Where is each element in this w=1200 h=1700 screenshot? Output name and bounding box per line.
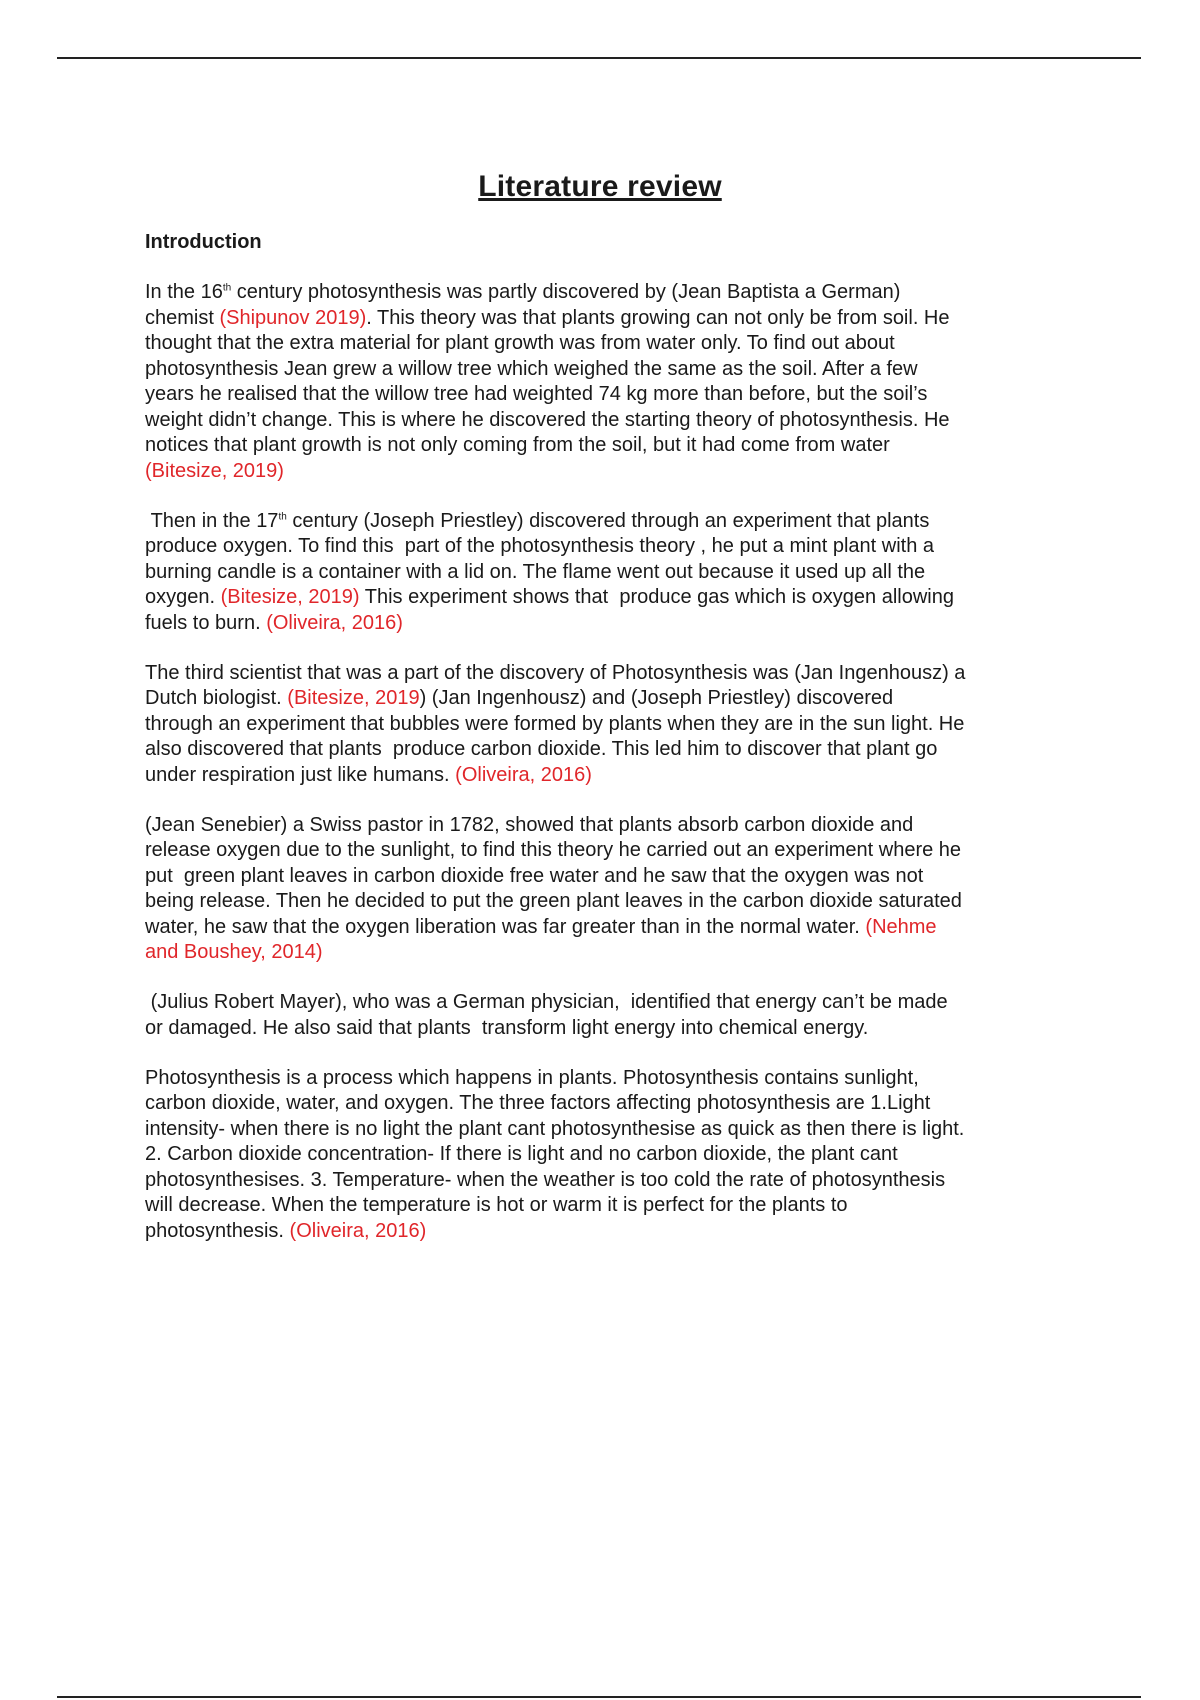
section-heading: Introduction xyxy=(145,231,262,253)
paragraph xyxy=(145,813,1075,966)
citation: (Nehme and Boushey, 2014) xyxy=(145,915,937,963)
paragraph xyxy=(145,280,1075,484)
paragraph xyxy=(145,1066,1075,1245)
paragraph-text: Then in the 17 xyxy=(145,509,279,532)
citation: (Shipunov 2019) xyxy=(219,306,367,329)
paragraph-text: (Jean Senebier) a Swiss pastor in 1782, showed that plants absorb carbon dioxide and release oxygen due to the sunlight, to find this theory he carried out an experiment where he put green plant leaves in carbon dioxide free water and he saw that the oxygen was not being release. Then he decided to put the green plant leaves in the carbon dioxide saturated water, he saw that the oxygen liberation was far greater than in the normal water. xyxy=(145,813,962,938)
paragraph xyxy=(145,509,1075,637)
footer-rule xyxy=(57,1696,1141,1698)
paragraph xyxy=(145,990,1075,1041)
paragraph-text: century (Joseph Priestley) discovered through an experiment that plants produce oxygen. To find this part of the photosynthesis theory , he put a mint plant with a burning candle is a container with a lid on. The flame went out because it used up all the oxygen. xyxy=(145,509,934,608)
ordinal-superscript: th xyxy=(222,282,232,294)
page-title: Literature review xyxy=(478,170,722,203)
paragraph-text: . This theory was that plants growing can not only be from soil. He thought that the extra material for plant growth was from water only. To find out about photosynthesis Jean grew a willow tree which weighed the same as the soil. After a few years he realised that the willow tree had weighted 74 kg more than before, but the soil’s weight didn’t change. This is where he discovered the starting theory of photosynthesis. He notices that plant growth is not only coming from the soil, but it had come from water xyxy=(145,306,950,456)
paragraph-text: This experiment shows that produce gas which is oxygen allowing fuels to burn. xyxy=(145,586,954,634)
paragraph-text: century photosynthesis was partly discovered by (Jean Baptista a German) chemist xyxy=(145,281,901,329)
header-rule xyxy=(57,57,1141,59)
citation: (Oliveira, 2016) xyxy=(266,611,403,634)
citation: (Oliveira, 2016) xyxy=(289,1219,427,1242)
citation: (Bitesize, 2019) xyxy=(145,459,284,482)
paragraph-text: ) (Jan Ingenhousz) and (Joseph Priestley) discovered through an experiment that bubbles were formed by plants when they are in the sun light. He also discovered that plants produce carbon dioxide. This led him to discover that plant go under respiration just like humans. xyxy=(145,687,965,786)
paragraph xyxy=(145,661,1075,789)
citation: (Bitesize, 2019 xyxy=(287,687,420,709)
citation: (Bitesize, 2019) xyxy=(220,586,360,608)
document-body xyxy=(145,280,1075,1269)
paragraph-text: In the 16 xyxy=(145,281,223,303)
citation: (Oliveira, 2016) xyxy=(455,763,592,786)
paragraph-text: Photosynthesis is a process which happens in plants. Photosynthesis contains sunlight, carbon dioxide, water, and oxygen. The three factors affecting photosynthesis are 1.Light intensity- when there is no light the plant cant photosynthesise as quick as then there is light. 2. Carbon dioxide concentration- If there is light and no carbon dioxide, the plant cant photosynthesises. 3. Temperature- when the weather is too cold the rate of photosynthesis will decrease. When the temperature is hot or warm it is perfect for the plants to photosynthesis. xyxy=(145,1066,965,1242)
paragraph-text: The third scientist that was a part of the discovery of Photosynthesis was (Jan Ingenhousz) a Dutch biologist. xyxy=(145,661,966,709)
paragraph-text: (Julius Robert Mayer), who was a German physician, identified that energy can’t be made or damaged. He also said that plants transform light energy into chemical energy. xyxy=(145,991,948,1039)
ordinal-superscript: th xyxy=(278,510,287,522)
